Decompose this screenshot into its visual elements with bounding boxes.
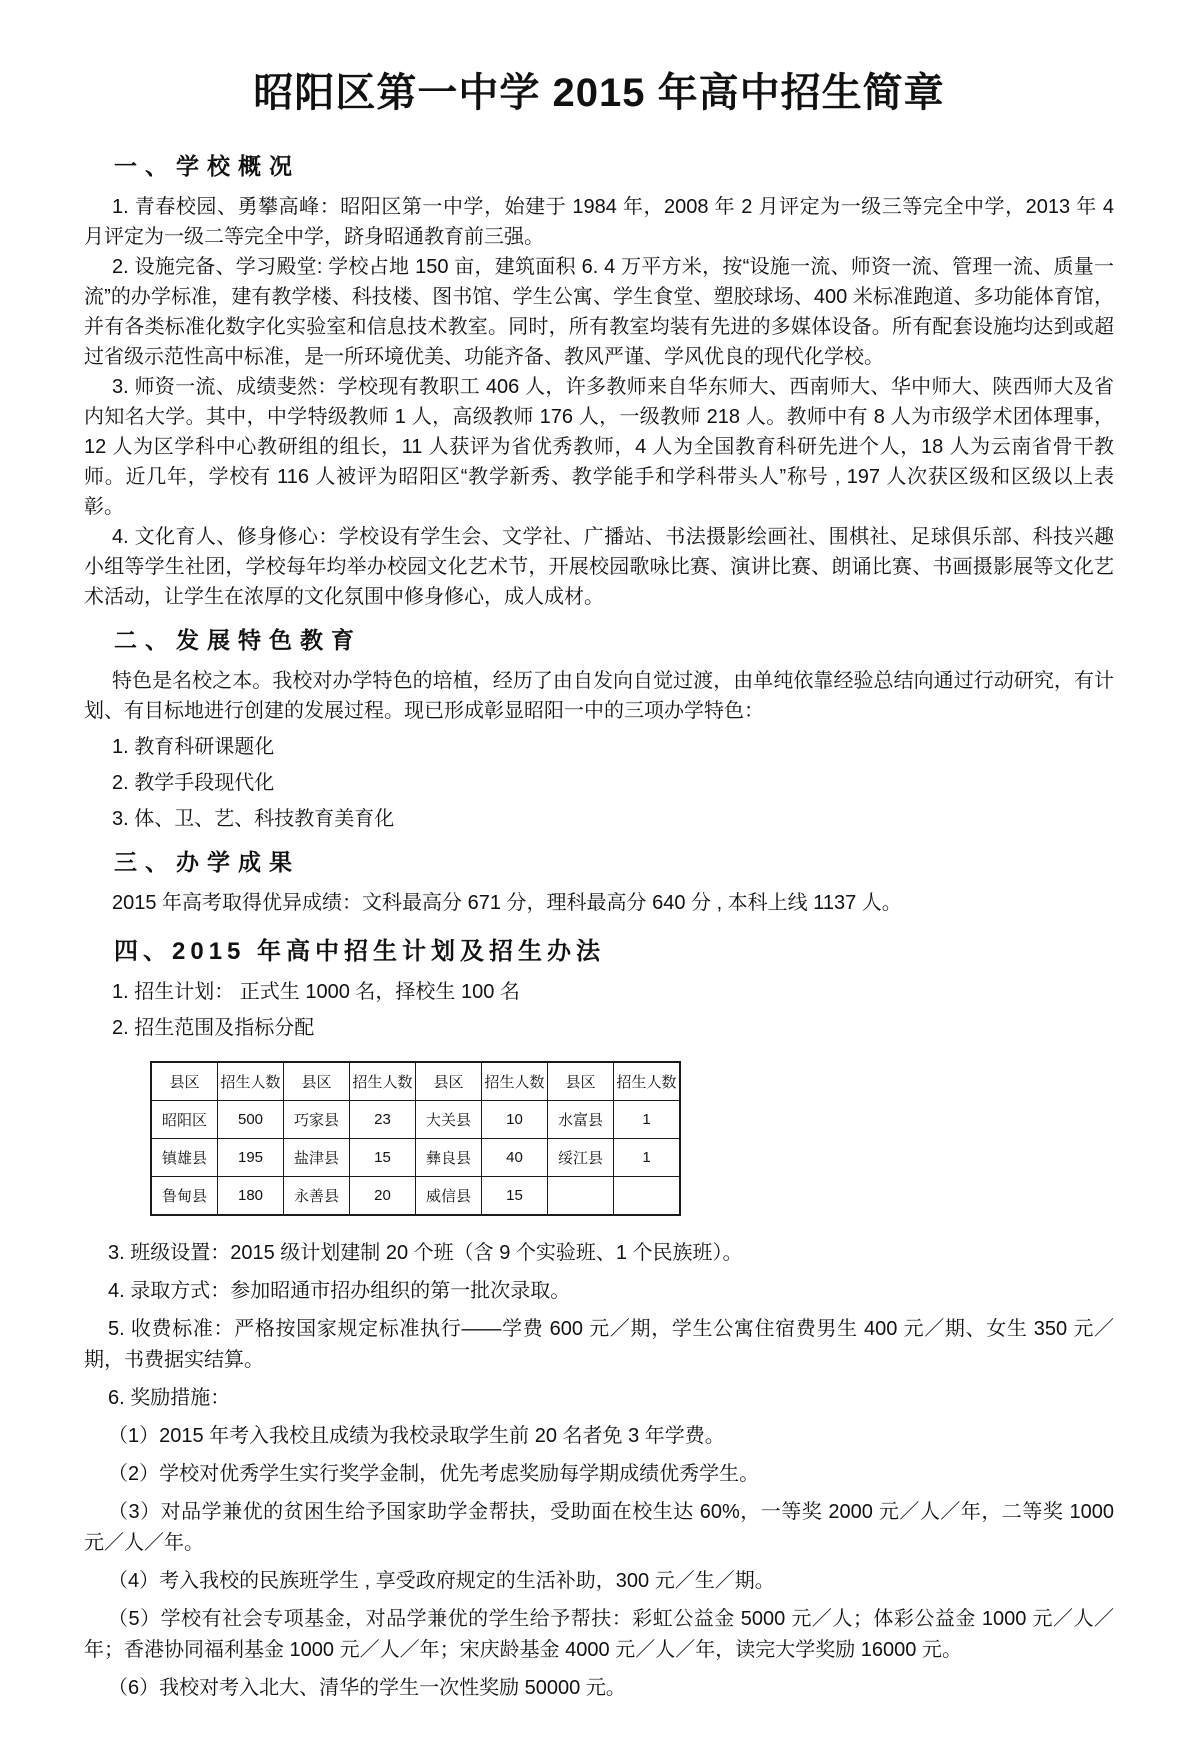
section-4-item-5: 5. 收费标准：严格按国家规定标准执行——学费 600 元／期，学生公寓住宿费男生 400 元／期、女生 350 元／期，书费据实结算。 xyxy=(84,1317,1114,1371)
table-header-cell: 招生人数 xyxy=(482,1062,548,1101)
section-4-award-6: （6）我校对考入北大、清华的学生一次性奖励 50000 元。 xyxy=(108,1676,626,1699)
section-2-item-3: 3. 体、卫、艺、科技教育美育化 xyxy=(112,807,395,830)
table-cell xyxy=(614,1176,681,1215)
table-header-cell: 县区 xyxy=(284,1062,350,1101)
table-cell: 1 xyxy=(614,1138,681,1176)
section-4-award-3: （3）对品学兼优的贫困生给予国家助学金帮扶，受助面在校生达 60%，一等奖 2000 元／人／年，二等奖 1000 元／人／年。 xyxy=(84,1500,1114,1554)
table-cell: 巧家县 xyxy=(284,1100,350,1138)
section-1-paragraph-3: 3. 师资一流、成绩斐然：学校现有教职工 406 人，许多教师来自华东师大、西南师大、华中师大、陕西师大及省内知名大学。其中，中学特级教师 1 人，高级教师 176 人，一级教师 218 人。教师中有 8 人为市级学术团体理事，12 人为区学科中心教研组的组长，11 人获评为省优秀教师，4 人为全国教育科研先进个人，18 人为云南省骨干教师。近几年，学校有 116 人被评为昭阳区“教学新秀、教学能手和学科带头人”称号 , 197 人次获区级和区级以上表彰。 xyxy=(84,375,1114,518)
table-cell: 195 xyxy=(218,1138,284,1176)
quota-table xyxy=(150,1061,681,1216)
page-title: 昭阳区第一中学 2015 年高中招生简章 xyxy=(253,71,945,115)
table-cell: 鲁甸县 xyxy=(151,1176,218,1215)
table-cell: 10 xyxy=(482,1100,548,1138)
table-header-cell: 县区 xyxy=(151,1062,218,1101)
table-cell: 昭阳区 xyxy=(151,1100,218,1138)
table-cell: 15 xyxy=(482,1176,548,1215)
table-header-cell: 招生人数 xyxy=(614,1062,681,1101)
table-cell: 威信县 xyxy=(416,1176,482,1215)
table-cell: 镇雄县 xyxy=(151,1138,218,1176)
table-row xyxy=(151,1100,680,1138)
table-cell: 盐津县 xyxy=(284,1138,350,1176)
table-cell: 永善县 xyxy=(284,1176,350,1215)
table-cell: 23 xyxy=(350,1100,416,1138)
section-3-heading: 三、办学成果 xyxy=(114,848,300,875)
table-header-cell: 招生人数 xyxy=(350,1062,416,1101)
section-4-award-2: （2）学校对优秀学生实行奖学金制，优先考虑奖励每学期成绩优秀学生。 xyxy=(108,1462,760,1485)
section-4-item-6: 6. 奖励措施： xyxy=(108,1386,231,1409)
table-cell: 大关县 xyxy=(416,1100,482,1138)
section-2-item-1: 1. 教育科研课题化 xyxy=(112,735,275,758)
table-cell: 绥江县 xyxy=(548,1138,614,1176)
table-cell: 180 xyxy=(218,1176,284,1215)
table-header-cell: 县区 xyxy=(548,1062,614,1101)
table-cell: 500 xyxy=(218,1100,284,1138)
section-1-paragraph-4: 4. 文化育人、修身修心：学校设有学生会、文学社、广播站、书法摄影绘画社、围棋社、足球俱乐部、科技兴趣小组等学生社团，学校每年均举办校园文化艺术节，开展校园歌咏比赛、演讲比赛、朗诵比赛、书画摄影展等文化艺术活动，让学生在浓厚的文化氛围中修身修心，成人成材。 xyxy=(84,525,1114,608)
section-2-intro: 特色是名校之本。我校对办学特色的培植，经历了由自发向自觉过渡，由单纯依靠经验总结向通过行动研究，有计划、有目标地进行创建的发展过程。现已形成彰显昭阳一中的三项办学特色： xyxy=(84,669,1114,722)
section-2-item-2: 2. 教学手段现代化 xyxy=(112,771,275,794)
table-header-cell: 招生人数 xyxy=(218,1062,284,1101)
table-row xyxy=(151,1176,680,1215)
table-cell: 15 xyxy=(350,1138,416,1176)
section-4-award-4: （4）考入我校的民族班学生 , 享受政府规定的生活补助，300 元／生／期。 xyxy=(108,1569,775,1592)
section-4-item-3: 3. 班级设置：2015 级计划建制 20 个班（含 9 个实验班、1 个民族班）。 xyxy=(108,1241,743,1264)
quota-table-header-row xyxy=(151,1062,680,1101)
section-4-item-2: 2. 招生范围及指标分配 xyxy=(112,1016,315,1039)
table-row xyxy=(151,1138,680,1176)
section-4-item-4: 4. 录取方式：参加昭通市招办组织的第一批次录取。 xyxy=(108,1279,571,1302)
table-cell xyxy=(548,1176,614,1215)
table-cell: 彝良县 xyxy=(416,1138,482,1176)
table-cell: 1 xyxy=(614,1100,681,1138)
table-cell: 20 xyxy=(350,1176,416,1215)
section-4-item-1: 1. 招生计划： 正式生 1000 名，择校生 100 名 xyxy=(112,980,520,1003)
table-cell: 40 xyxy=(482,1138,548,1176)
section-1-paragraph-1: 1. 青春校园、勇攀高峰：昭阳区第一中学，始建于 1984 年，2008 年 2 月评定为一级三等完全中学，2013 年 4 月评定为一级二等完全中学，跻身昭通教育前三强。 xyxy=(84,195,1114,248)
section-4-heading: 四、2015 年高中招生计划及招生办法 xyxy=(114,937,606,965)
section-2-heading: 二、发展特色教育 xyxy=(114,626,362,653)
table-header-cell: 县区 xyxy=(416,1062,482,1101)
section-3-text: 2015 年高考取得优异成绩：文科最高分 671 分，理科最高分 640 分 , 本科上线 1137 人。 xyxy=(112,891,902,914)
section-1-heading: 一、学校概况 xyxy=(114,153,300,179)
section-4-award-5: （5）学校有社会专项基金，对品学兼优的学生给予帮扶：彩虹公益金 5000 元／人；体彩公益金 1000 元／人／年；香港协同福利基金 1000 元／人／年；宋庆龄基金 4000 元／人／年，读完大学奖励 16000 元。 xyxy=(84,1607,1114,1661)
section-1-paragraph-2: 2. 设施完备、学习殿堂: 学校占地 150 亩，建筑面积 6. 4 万平方米，按“设施一流、师资一流、管理一流、质量一流”的办学标准，建有教学楼、科技楼、图书馆、学生公寓、学生食堂、塑胶球场、400 米标准跑道、多功能体育馆，并有各类标准化数字化实验室和信息技术教室。同时，所有教室均装有先进的多媒体设备。所有配套设施均达到或超过省级示范性高中标准，是一所环境优美、功能齐备、教风严谨、学风优良的现代化学校。 xyxy=(84,255,1114,368)
table-cell: 水富县 xyxy=(548,1100,614,1138)
section-4-award-1: （1）2015 年考入我校且成绩为我校录取学生前 20 名者免 3 年学费。 xyxy=(108,1424,725,1447)
